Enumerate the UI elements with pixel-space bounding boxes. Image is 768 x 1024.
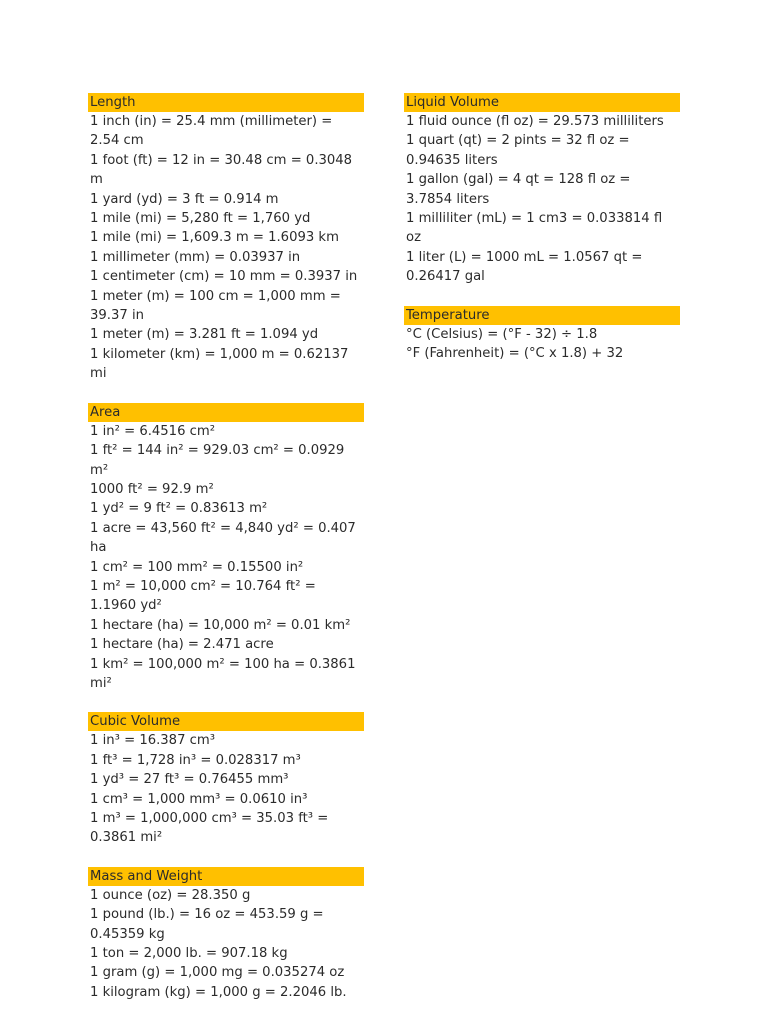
conversion-line: 1 meter (m) = 100 cm = 1,000 mm = 39.37 in	[90, 288, 341, 324]
conversion-line: 1 kilometer (km) = 1,000 m = 0.62137 mi	[90, 346, 349, 382]
liquid-volume-section	[404, 93, 680, 287]
right-column	[404, 93, 680, 382]
conversion-line: 1 ft² = 144 in² = 929.03 cm² = 0.0929 m²	[90, 443, 345, 478]
conversion-line: 1 hectare (ha) = 10,000 m² = 0.01 km²	[90, 617, 351, 633]
conversion-line: 1 yard (yd) = 3 ft = 0.914 m	[90, 191, 279, 207]
temperature-section	[404, 306, 680, 364]
conversion-line: 1 in² = 6.4516 cm²	[90, 423, 216, 439]
conversion-line: 1 kilogram (kg) = 1,000 g = 2.2046 lb.	[90, 984, 347, 1000]
conversion-line: 1 m³ = 1,000,000 cm³ = 35.03 ft³ = 0.3861 mi²	[90, 811, 329, 846]
conversion-line: 1 foot (ft) = 12 in = 30.48 cm = 0.3048 m	[90, 152, 353, 188]
conversion-line: 1 ton = 2,000 lb. = 907.18 kg	[90, 946, 288, 962]
section-heading: Length	[88, 93, 364, 112]
conversion-line: 1 inch (in) = 25.4 mm (millimeter) = 2.54 cm	[90, 114, 333, 149]
conversion-line: 1 centimeter (cm) = 10 mm = 0.3937 in	[90, 269, 358, 285]
conversion-line: 1 yd² = 9 ft² = 0.83613 m²	[90, 501, 268, 517]
conversion-line: 1 m² = 10,000 cm² = 10.764 ft² = 1.1960 yd²	[90, 578, 316, 614]
conversion-line: 1 yd³ = 27 ft³ = 0.76455 mm³	[90, 772, 289, 788]
conversion-line: 1 millimeter (mm) = 0.03937 in	[90, 249, 301, 265]
conversion-line: 1 mile (mi) = 5,280 ft = 1,760 yd	[90, 211, 311, 227]
mass-weight-section	[88, 867, 364, 1002]
conversion-line: 1 ft³ = 1,728 in³ = 0.028317 m³	[90, 752, 301, 768]
left-column	[88, 93, 364, 1021]
conversion-line: 1 pound (lb.) = 16 oz = 453.59 g = 0.45359 kg	[90, 907, 324, 942]
section-heading: Mass and Weight	[88, 867, 364, 886]
conversion-line: 1 gallon (gal) = 4 qt = 128 fl oz = 3.7854 liters	[406, 172, 631, 207]
conversion-line: 1 quart (qt) = 2 pints = 32 fl oz = 0.94635 liters	[406, 133, 630, 168]
section-heading: Area	[88, 403, 364, 422]
conversion-line: 1 gram (g) = 1,000 mg = 0.035274 oz	[90, 965, 345, 981]
conversion-line: 1 fluid ounce (fl oz) = 29.573 milliliters	[406, 114, 664, 129]
conversion-line: 1000 ft² = 92.9 m²	[90, 481, 214, 497]
conversion-line: 1 cm² = 100 mm² = 0.15500 in²	[90, 559, 304, 575]
conversion-line: 1 milliliter (mL) = 1 cm3 = 0.033814 fl oz	[406, 211, 663, 246]
section-heading: Temperature	[404, 306, 680, 325]
length-section	[88, 93, 364, 384]
conversion-line: 1 liter (L) = 1000 mL = 1.0567 qt = 0.26417 gal	[406, 249, 643, 285]
conversion-line: 1 in³ = 16.387 cm³	[90, 733, 216, 749]
conversion-line: °F (Fahrenheit) = (°C x 1.8) + 32	[406, 346, 624, 362]
conversion-line: 1 ounce (oz) = 28.350 g	[90, 887, 251, 903]
conversion-line: 1 cm³ = 1,000 mm³ = 0.0610 in³	[90, 791, 308, 807]
conversion-line: 1 km² = 100,000 m² = 100 ha = 0.3861 mi²	[90, 656, 356, 691]
area-section	[88, 403, 364, 694]
conversion-line: 1 meter (m) = 3.281 ft = 1.094 yd	[90, 327, 319, 343]
conversion-line: 1 mile (mi) = 1,609.3 m = 1.6093 km	[90, 230, 339, 246]
cubic-volume-section	[88, 712, 364, 847]
conversion-line: 1 hectare (ha) = 2.471 acre	[90, 637, 274, 653]
conversion-line: °C (Celsius) = (°F - 32) ÷ 1.8	[406, 326, 598, 342]
conversion-line: 1 acre = 43,560 ft² = 4,840 yd² = 0.407 ha	[90, 520, 356, 556]
section-heading: Cubic Volume	[88, 712, 364, 731]
section-heading: Liquid Volume	[404, 93, 680, 112]
